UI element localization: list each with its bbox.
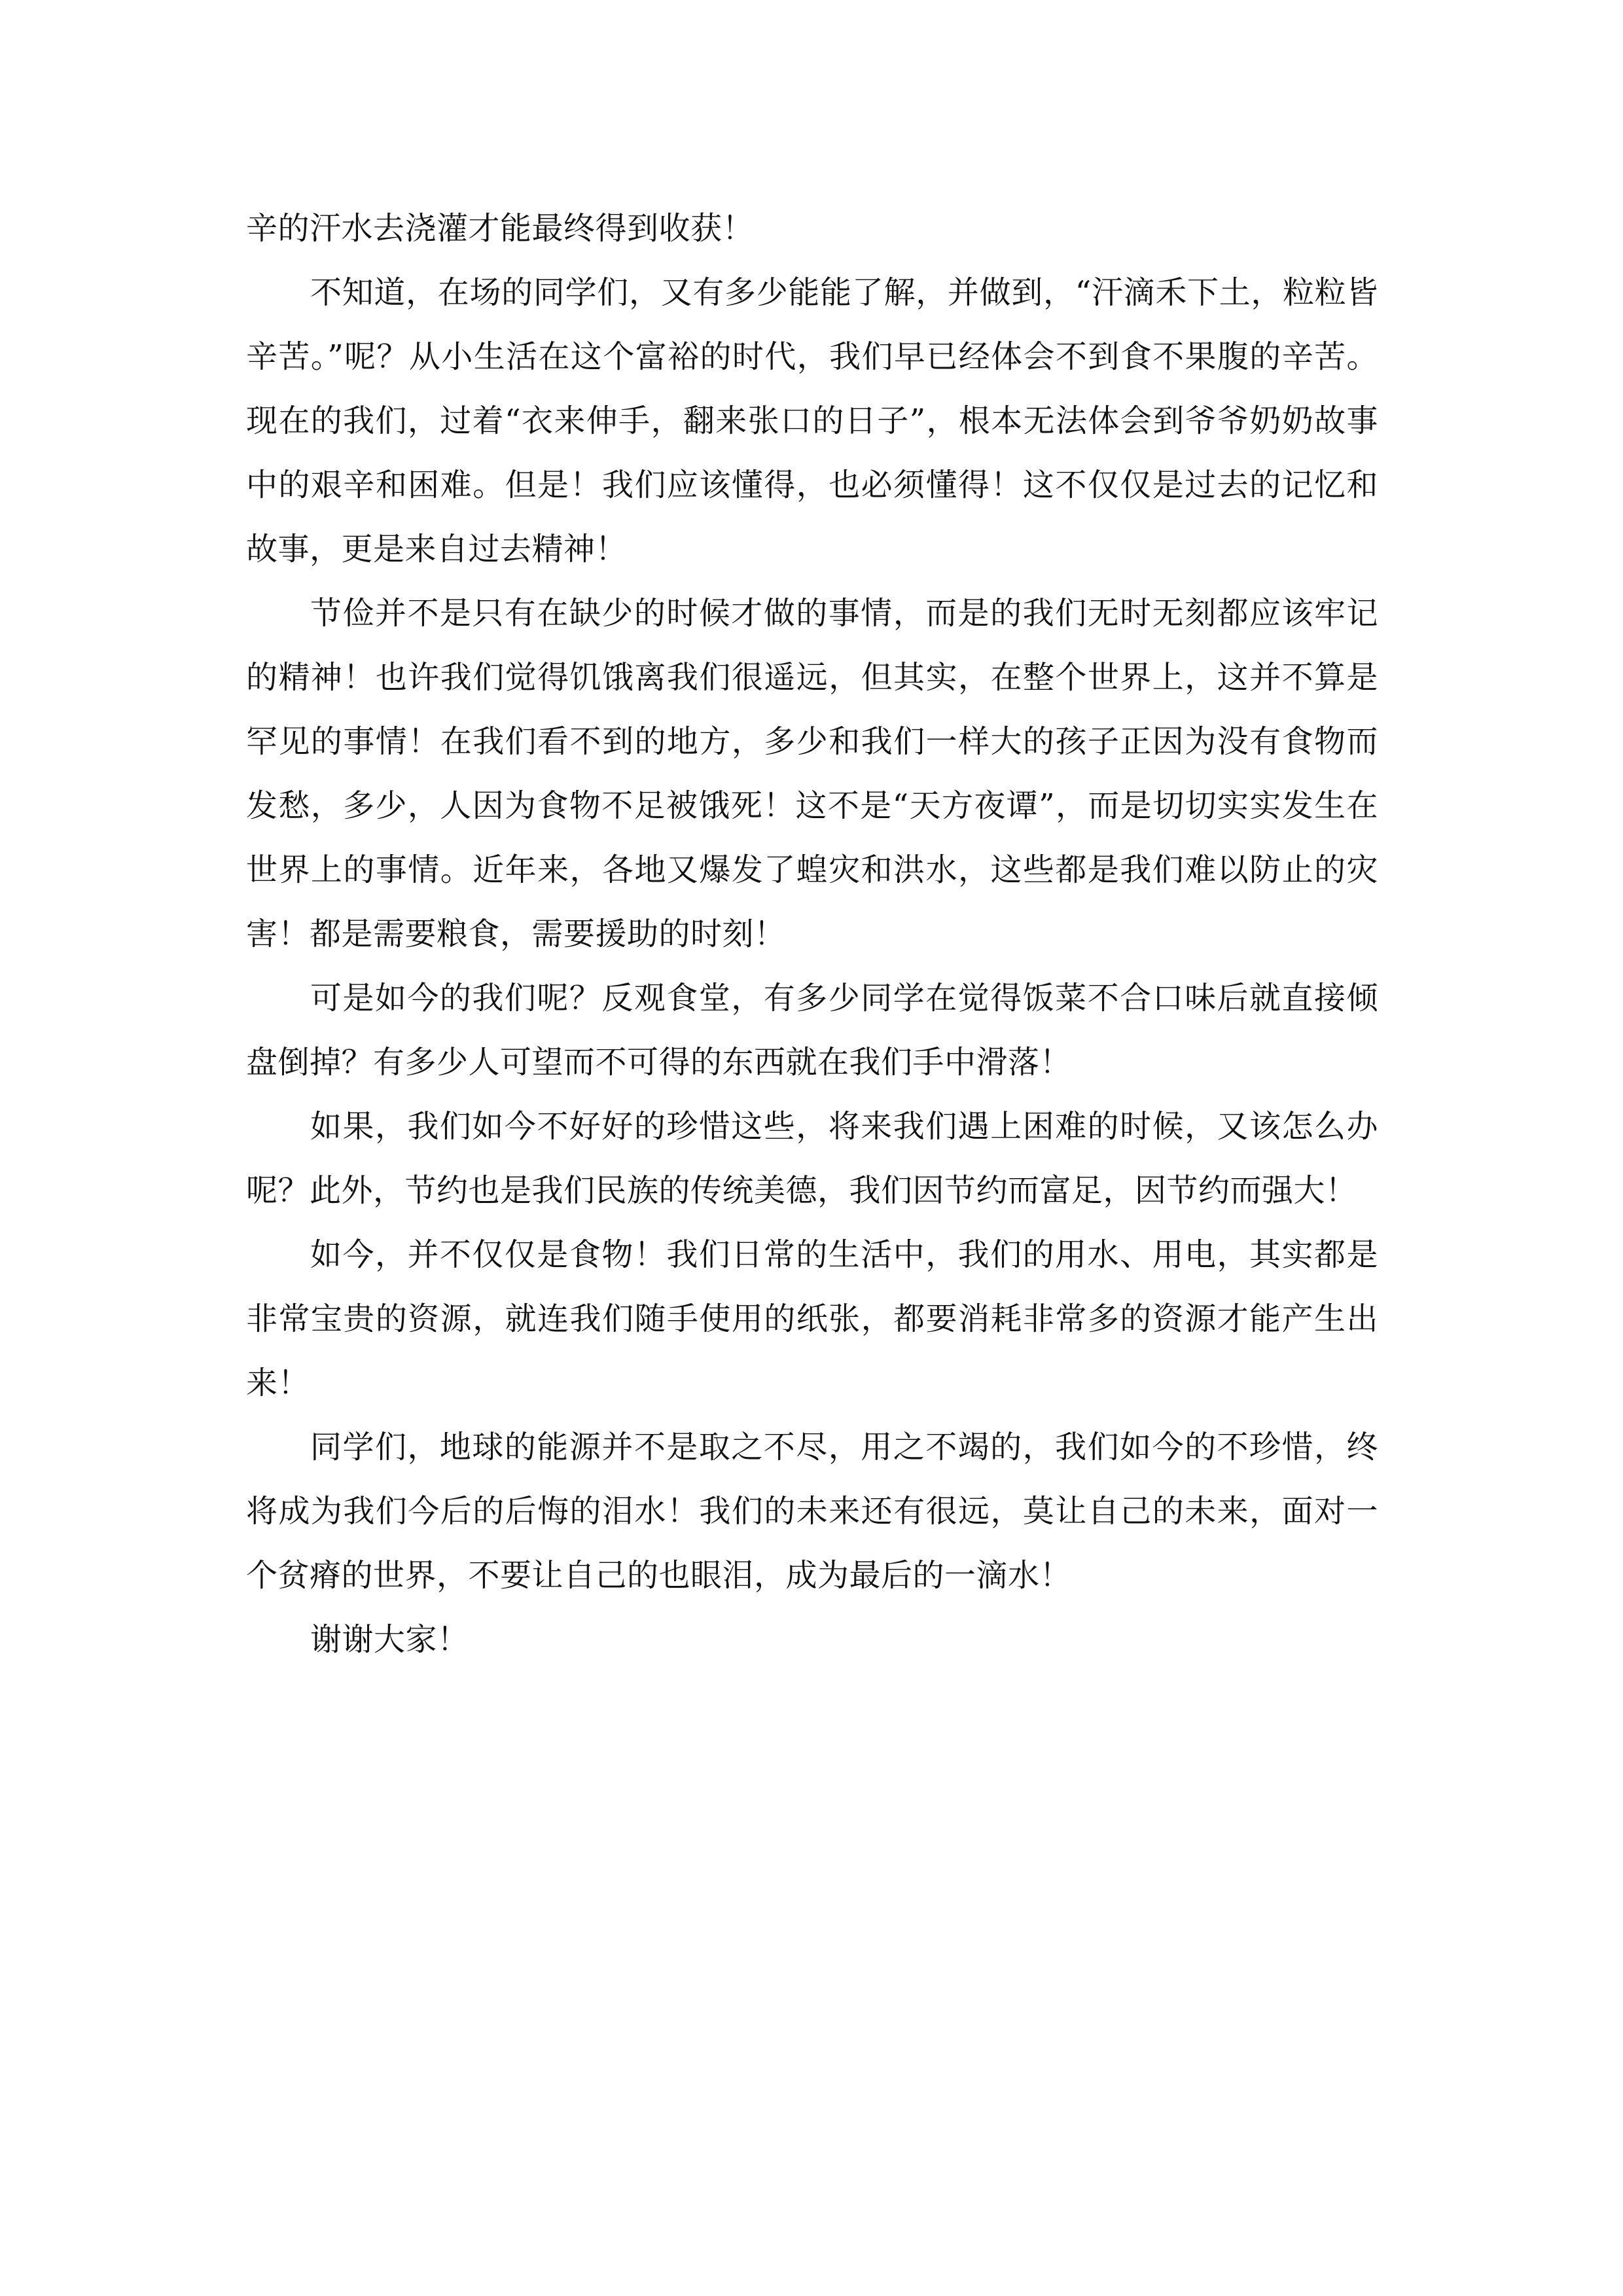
paragraph-continuation: 辛的汗水去浇灌才能最终得到收获！ <box>246 210 755 247</box>
paragraph-call-to-action: 同学们，地球的能源并不是取之不尽，用之不竭的，我们如今的不珍惜，终将成为我们今后的后悔的泪水！我们的未来还有很远，莫让自己的未来，面对一个贫瘠的世界，不要让自己的也眼泪，成为最后的一滴水！ <box>246 1429 1378 1594</box>
paragraph-thanks: 谢谢大家！ <box>310 1621 469 1658</box>
paragraph-resources: 如今，并不仅仅是食物！我们日常的生活中，我们的用水、用电，其实都是非常宝贵的资源，就连我们随手使用的纸张，都要消耗非常多的资源才能产生出来！ <box>246 1236 1378 1401</box>
paragraph-canteen-waste: 可是如今的我们呢？反观食堂，有多少同学在觉得饭菜不合口味后就直接倾盘倒掉？有多少人可望而不可得的东西就在我们手中滑落！ <box>246 980 1378 1081</box>
speech-body <box>246 196 1378 1672</box>
paragraph-hardship: 不知道，在场的同学们，又有多少能能了解，并做到，“汗滴禾下土，粒粒皆辛苦。”呢？从小生活在这个富裕的时代，我们早已经体会不到食不果腹的辛苦。现在的我们，过着“衣来伸手，翻来张口的日子”，根本无法体会到爷爷奶奶故事中的艰辛和困难。但是！我们应该懂得，也必须懂得！这不仅仅是过去的记忆和故事，更是来自过去精神！ <box>246 274 1378 567</box>
paragraph-thrift-spirit: 节俭并不是只有在缺少的时候才做的事情，而是的我们无时无刻都应该牢记的精神！也许我们觉得饥饿离我们很遥远，但其实，在整个世界上，这并不算是罕见的事情！在我们看不到的地方，多少和我们一样大的孩子正因为没有食物而发愁，多少，人因为食物不足被饿死！这不是“天方夜谭”，而是切切实实发生在世界上的事情。近年来，各地又爆发了蝗灾和洪水，这些都是我们难以防止的灾害！都是需要粮食，需要援助的时刻！ <box>246 595 1378 952</box>
paragraph-tradition: 如果，我们如今不好好的珍惜这些，将来我们遇上困难的时候，又该怎么办呢？此外，节约也是我们民族的传统美德，我们因节约而富足，因节约而强大！ <box>246 1108 1378 1209</box>
